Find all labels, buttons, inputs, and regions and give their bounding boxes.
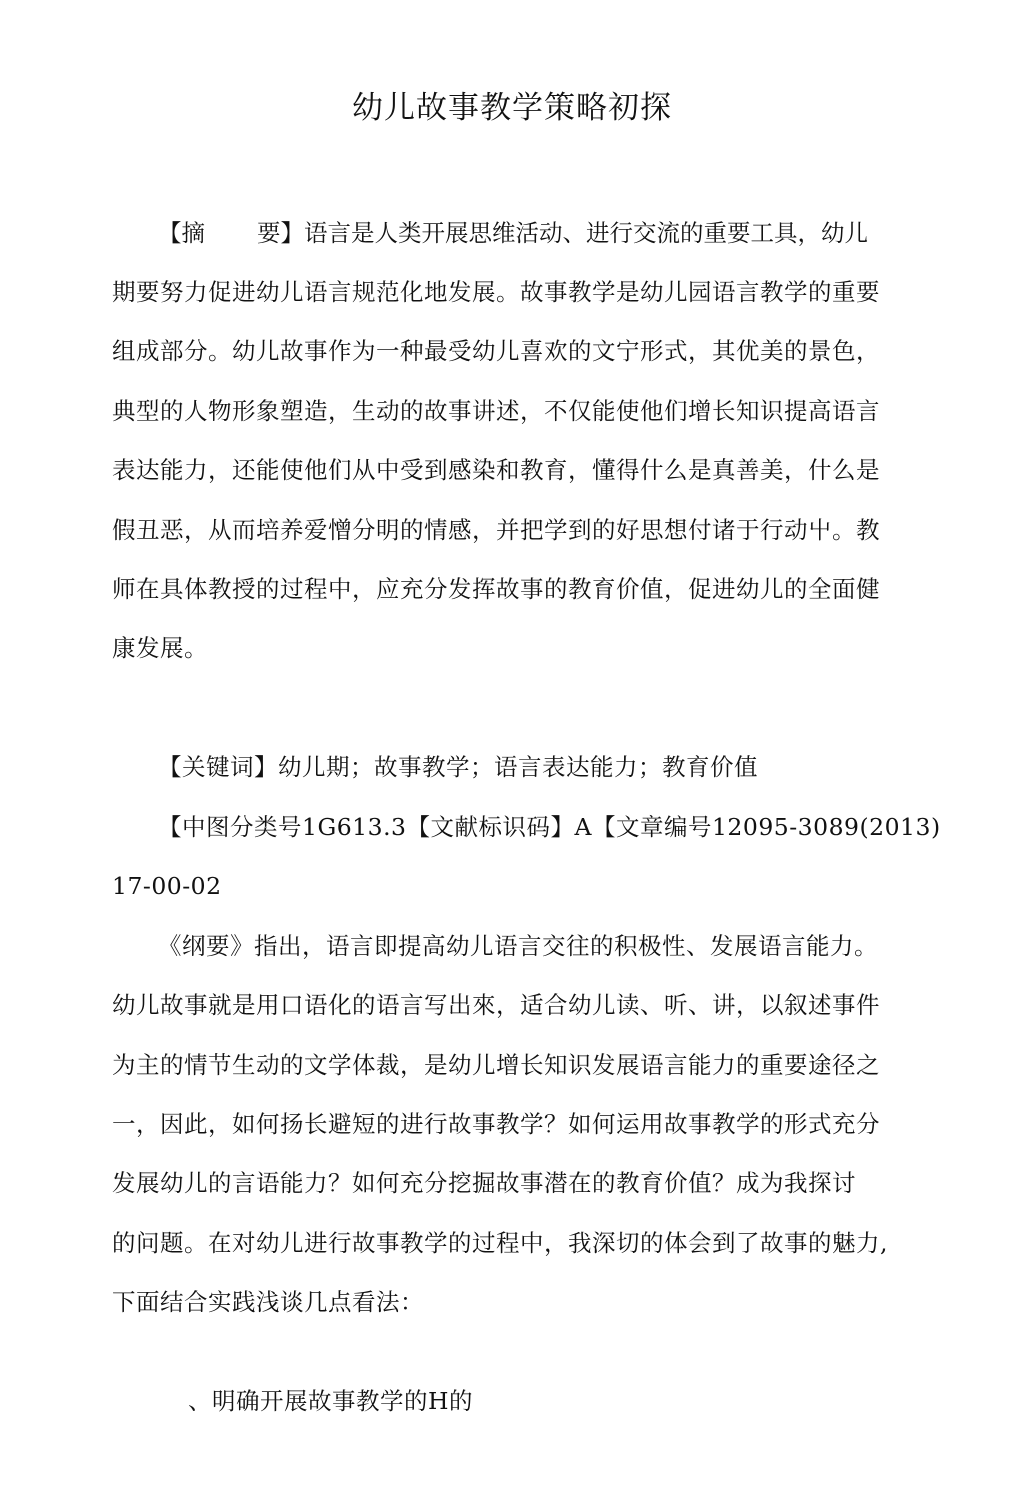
abstract-text-line: 典型的人物形象塑造，生动的故事讲述，不仅能使他们增长知识提高语言 xyxy=(112,397,880,425)
abstract-text-line: 师在具体教授的过程中，应充分发挥故事的教育价值，促进幼儿的全面健 xyxy=(112,575,880,603)
abstract-text-line: 语言是人类开展思维活动、进行交流的重要工具，幼儿 xyxy=(304,219,868,247)
abstract-label-close: 要】 xyxy=(257,219,304,247)
classification-line: 【中图分类号1G613.3【文献标识码】A【文章编号12095-3089(2013) xyxy=(158,813,941,841)
abstract-text-line: 期要努力促进幼儿语言规范化地发展。故事教学是幼儿园语言教学的重要 xyxy=(112,278,880,306)
keywords-line: 【关键词】幼儿期；故事教学；语言表达能力；教育价值 xyxy=(158,753,758,781)
intro-text-line: 幼儿故事就是用口语化的语言写出來，适合幼儿读、听、讲，以叙述事件 xyxy=(112,991,880,1019)
abstract-label-open: 【摘 xyxy=(158,219,205,247)
intro-text-line: 发展幼儿的言语能力？如何充分挖掘故事潜在的教育价值？成为我探讨 xyxy=(112,1169,856,1197)
abstract-text-line: 表达能力，还能使他们从中受到感染和教育，懂得什么是真善美，什么是 xyxy=(112,456,880,484)
abstract-first-line xyxy=(158,216,958,250)
section-heading: 、明确开展故事教学的H的 xyxy=(188,1387,473,1415)
intro-text-line: 的问题。在对幼儿进行故事教学的过程中，我深切的体会到了故事的魅力, xyxy=(112,1229,888,1257)
intro-text-line: 下面结合实践浅谈几点看法： xyxy=(112,1288,424,1316)
intro-text-line: 《纲要》指出，语言即提高幼儿语言交往的积极性、发展语言能力。 xyxy=(158,932,878,960)
abstract-text-line: 组成部分。幼儿故事作为一种最受幼儿喜欢的文宁形式，其优美的景色， xyxy=(112,337,880,365)
intro-text-line: 为主的情节生动的文学体裁，是幼儿增长知识发展语言能力的重要途径之 xyxy=(112,1051,880,1079)
abstract-text-line: 假丑恶，从而培养爱憎分明的情感，并把学到的好思想付诸于行动屮。教 xyxy=(112,516,880,544)
classification-line: 17-00-02 xyxy=(112,872,222,900)
document-title: 幼儿故事教学策略初探 xyxy=(352,90,672,126)
intro-text-line: 一，因此，如何扬长避短的进行故事教学？如何运用故事教学的形式充分 xyxy=(112,1110,880,1138)
abstract-text-line: 康发展。 xyxy=(112,634,208,662)
